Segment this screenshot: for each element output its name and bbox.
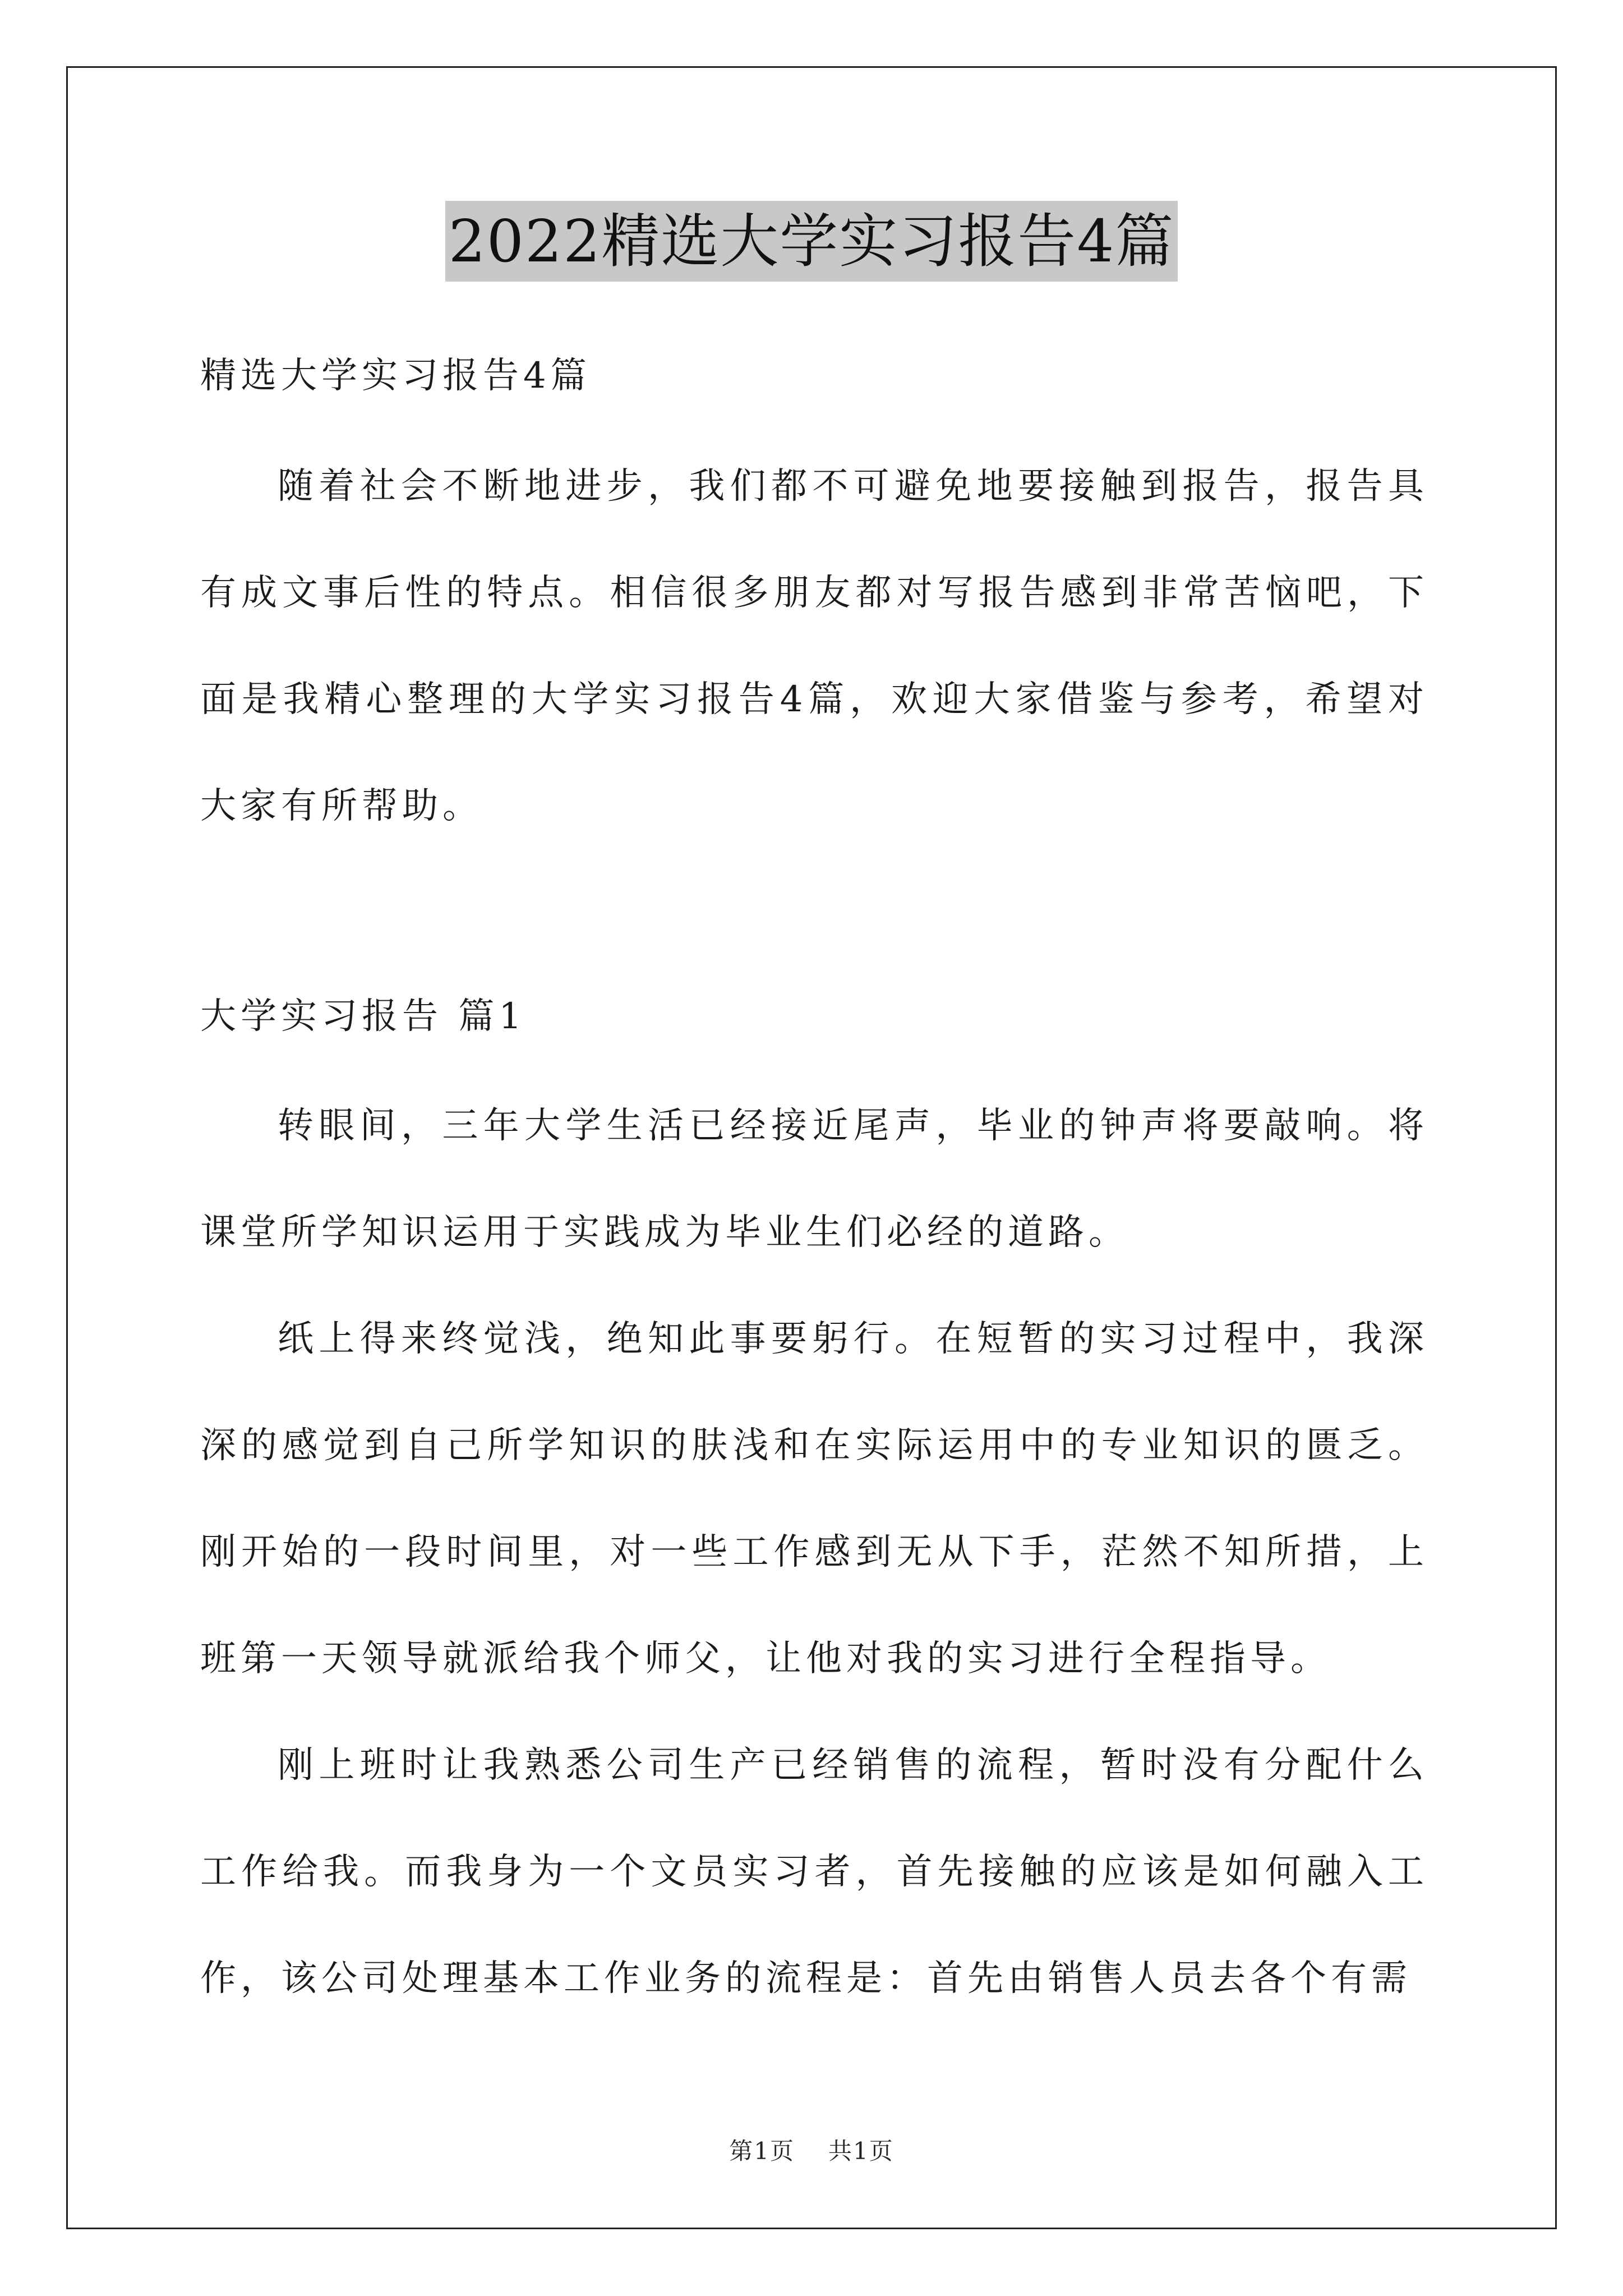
body-paragraph: 转眼间，三年大学生活已经接近尾声，毕业的钟声将要敲响。将课堂所学知识运用于实践成为毕业生们必经的道路。 (200, 1105, 1428, 1253)
title-container (0, 201, 1623, 282)
section-heading: 大学实习报告 篇1 (200, 996, 527, 1037)
subtitle-block (200, 353, 1428, 398)
document-title: 2022精选大学实习报告4篇 (445, 201, 1178, 282)
document-subtitle: 精选大学实习报告4篇 (200, 355, 591, 397)
page-number: 第1页 (729, 2137, 795, 2165)
intro-block (200, 433, 1428, 859)
section-heading-block (200, 994, 1428, 1039)
body-paragraph: 刚上班时让我熟悉公司生产已经销售的流程，暂时没有分配什么工作给我。而我身为一个文员实习者，首先接触的应该是如何融入工作，该公司处理基本工作业务的流程是：首先由销售人员去各个有需 (200, 1745, 1428, 1999)
intro-paragraph: 随着社会不断地进步，我们都不可避免地要接触到报告，报告具有成文事后性的特点。相信很多朋友都对写报告感到非常苦恼吧，下面是我精心整理的大学实习报告4篇，欢迎大家借鉴与参考，希望对大家有所帮助。 (200, 466, 1428, 827)
body-block (200, 1073, 1428, 2032)
page-total: 共1页 (828, 2137, 894, 2165)
body-paragraph: 纸上得来终觉浅，绝知此事要躬行。在短暂的实习过程中，我深深的感觉到自己所学知识的肤浅和在实际运用中的专业知识的匮乏。刚开始的一段时间里，对一些工作感到无从下手，茫然不知所措，上班第一天领导就派给我个师父，让他对我的实习进行全程指导。 (200, 1318, 1428, 1680)
page-footer (0, 2134, 1623, 2168)
